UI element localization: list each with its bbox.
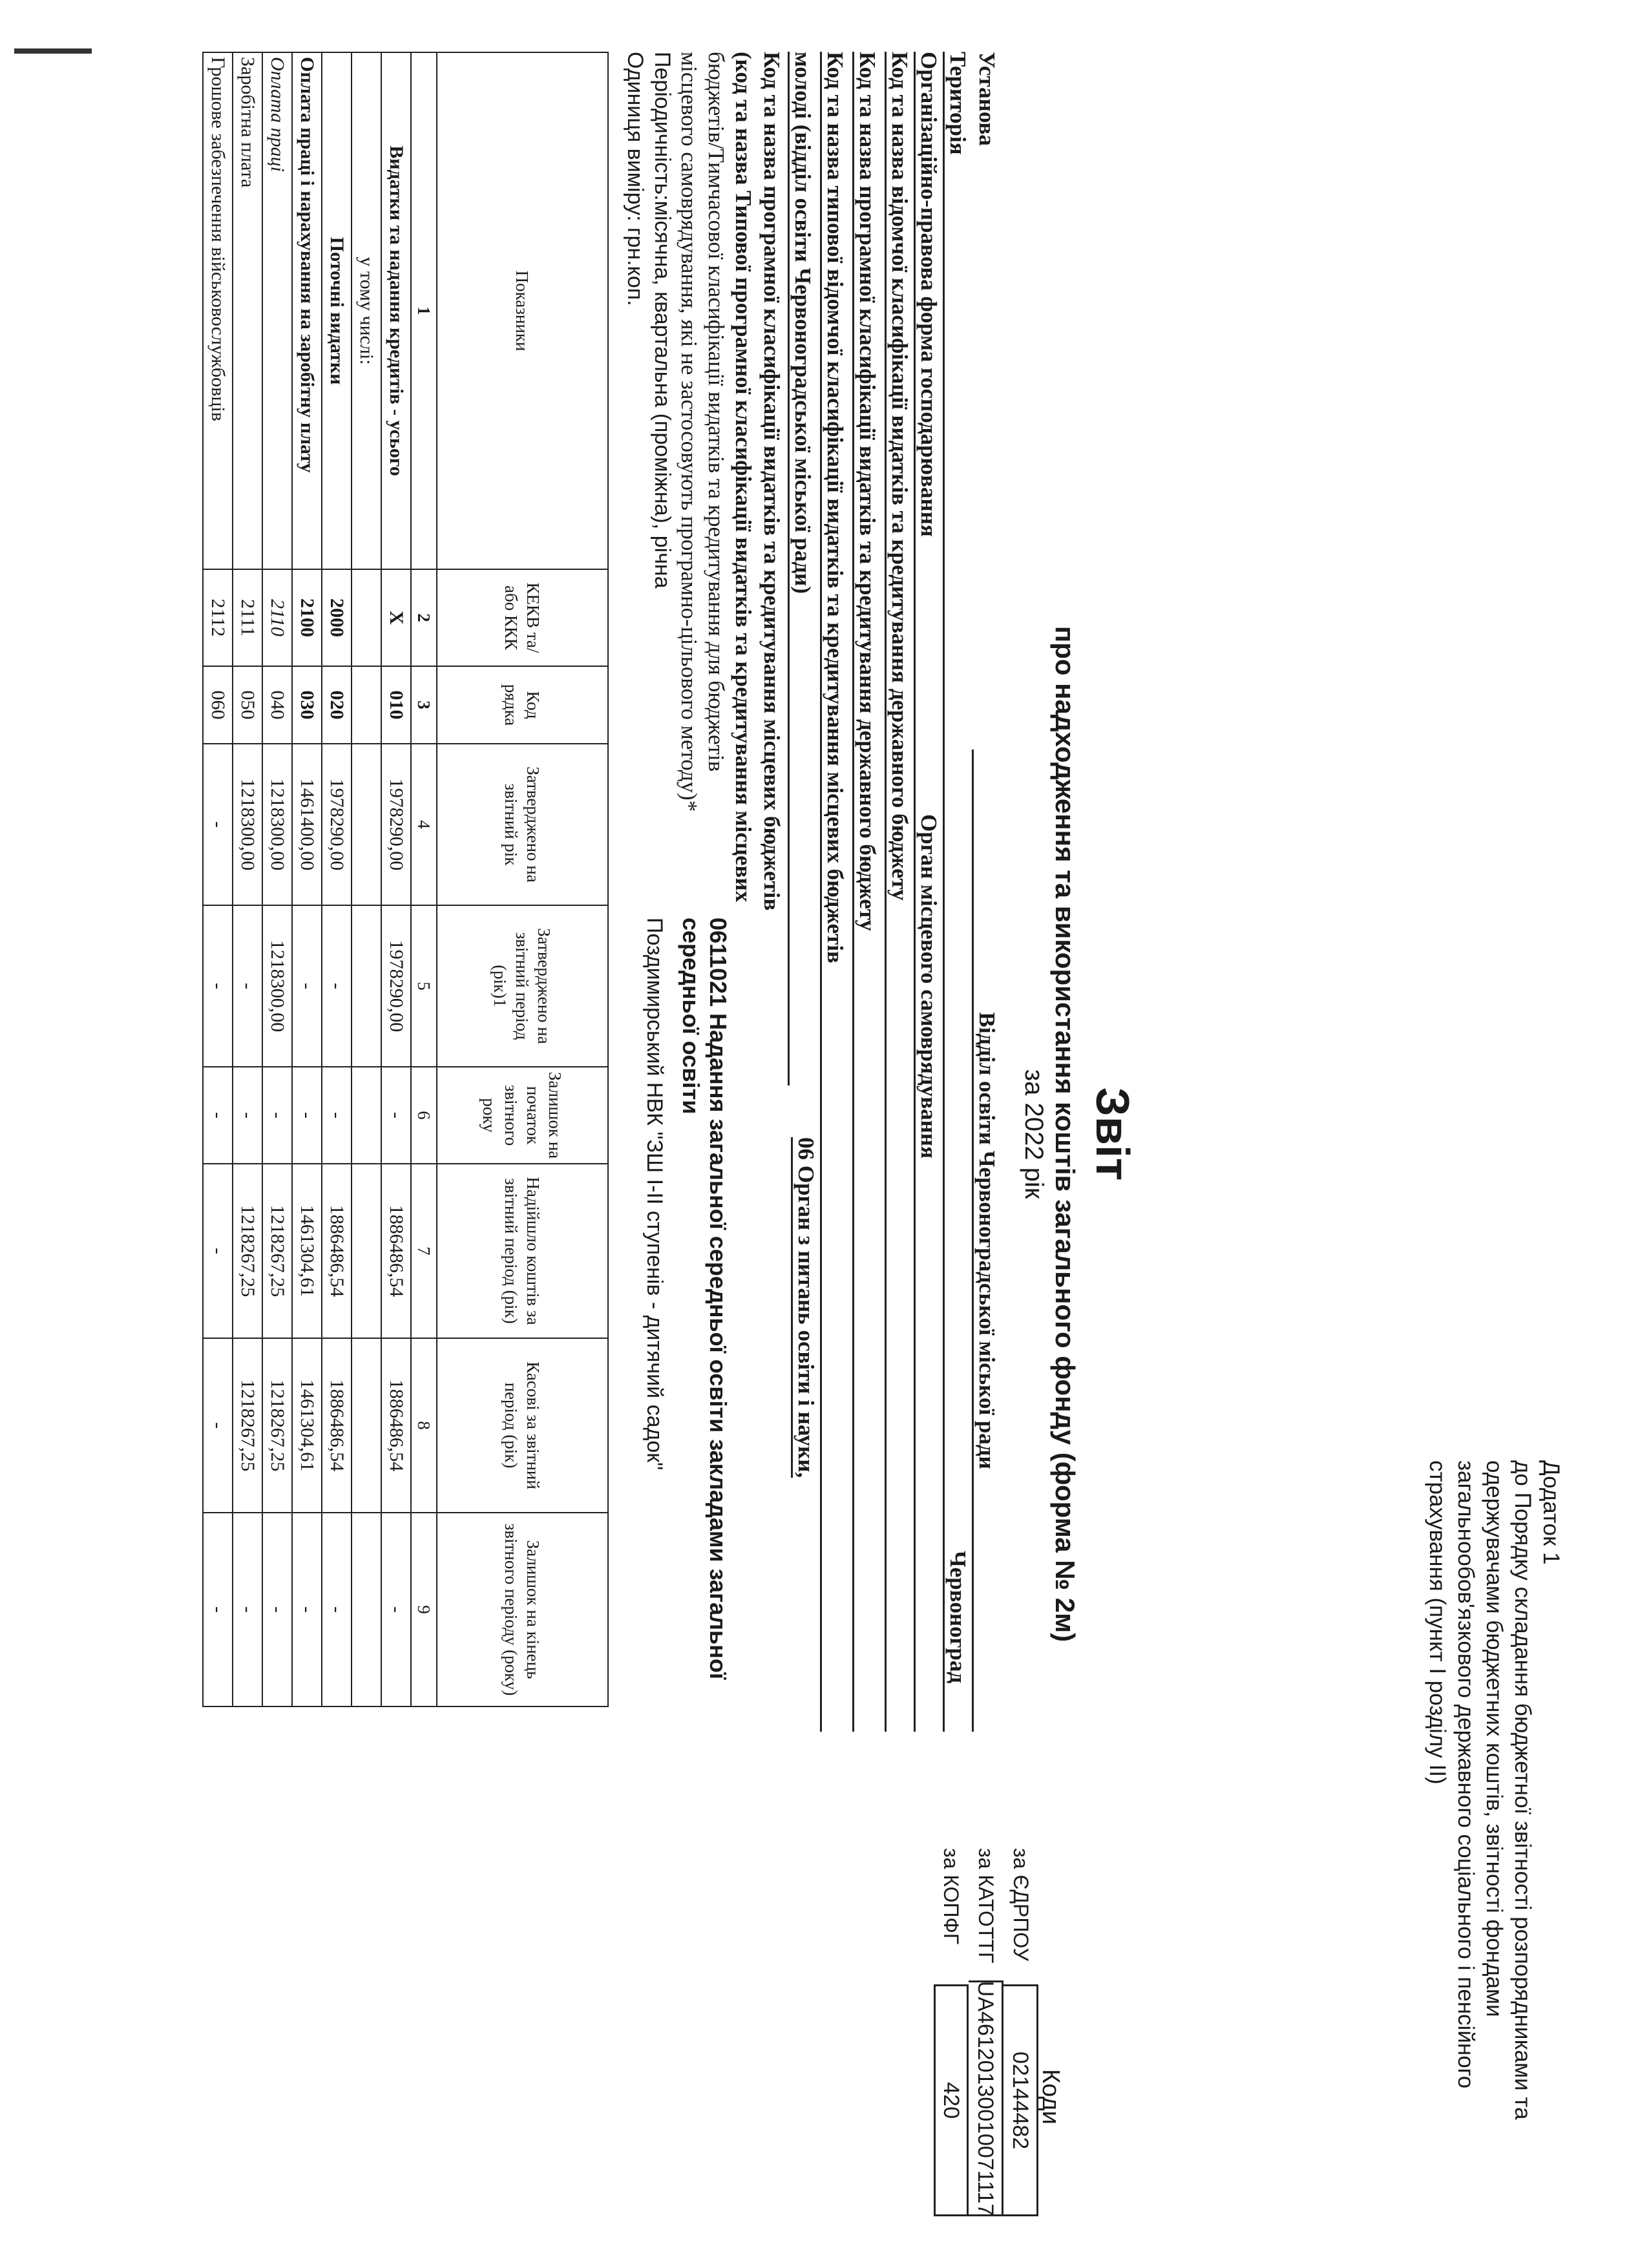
table-row [292,52,322,1706]
row-code: 030 [292,666,322,744]
row-value: - [203,1067,233,1164]
row-name: у тому числі: [352,52,381,569]
row-value: 1218300,00 [262,905,292,1067]
table-row [381,52,411,1706]
appendix-line: страхування (пункт І розділу ІІ) [1425,1460,1450,1785]
row-name: Заробітна плата [233,52,262,569]
report-table [202,52,609,1707]
row-value: - [322,1067,352,1164]
row-value [352,1513,381,1706]
table-row [203,52,233,1706]
col-number: 7 [411,1164,437,1338]
col-header: Залишок на кінець звітного періоду (року) [437,1513,608,1706]
code-value: 02144482 [1003,1984,1038,2216]
codes-title: Коди [1037,2069,1064,2125]
row-value: 1218267,25 [262,1164,292,1338]
col-header: КЕКВ та/або ККК [437,569,608,666]
row-name: Оплата праці і нарахування на заробітну плату [292,52,322,569]
row-value: 1886486,54 [381,1338,411,1513]
territory-label: Територія [943,52,971,1732]
institution-label: Установа [974,52,1000,146]
row-value [352,905,381,1067]
row-kekv: X [381,569,411,666]
scan-edge-mark [14,48,92,54]
table-row [322,52,352,1706]
dept-class-label: Код та назва відомчої класифікації видатків та кредитування державного бюджету [885,52,912,1732]
row-value: - [322,1513,352,1706]
table-row [262,52,292,1706]
row-name: Видатки та надання кредитів - усього [381,52,411,569]
appendix-line: одержувачами бюджетних коштів, звітності фондами [1482,1460,1507,2017]
table-row [352,52,381,1706]
code-label: за ЄДРПОУ [1009,1848,1033,1961]
row-value: 1978290,00 [322,744,352,905]
row-value: 1886486,54 [322,1164,352,1338]
unit-of-measure: Одиниця виміру: грн.коп. [623,52,647,306]
row-code: 010 [381,666,411,744]
col-header: Залишок на початок звітного року [437,1067,608,1164]
row-value: - [203,744,233,905]
row-value: 1886486,54 [381,1164,411,1338]
territory-value: Червоноград [945,1551,971,1684]
appendix-line: до Порядку складання бюджетної звітності розпорядниками та [1510,1460,1535,2120]
row-value: - [262,1067,292,1164]
col-number: 8 [411,1338,437,1513]
row-value: - [233,1513,262,1706]
school-name: Поздимирський НВК "ЗШ І-ІІ ступенів - дитячий садок" [642,918,667,1471]
code-row [934,1842,969,2216]
codes-box [934,1842,1038,2216]
local-prog-label: Код та назва програмної класифікації видатків та кредитування місцевих бюджетів [759,52,784,911]
row-code: 020 [322,666,352,744]
col-header: Затверджено на звітний рік [437,744,608,905]
org-form-label: Організаційно-правова форма господарювання [914,52,941,1732]
periodicity: Періодичність:місячна, квартальна (проміжна), річна [650,52,675,589]
code-row [969,1842,1003,2216]
col-header: Код рядка [437,666,608,744]
row-code [352,666,381,744]
row-kekv: 2111 [233,569,262,666]
row-value: 1978290,00 [381,744,411,905]
row-code: 060 [203,666,233,744]
row-value: 1218300,00 [262,744,292,905]
table-row [233,52,262,1706]
row-value: - [381,1067,411,1164]
appendix-line: загальнообов'язкового державного соціального і пенсійного [1453,1460,1478,2089]
row-value [352,1164,381,1338]
col-header: Показники [437,52,608,569]
row-value: - [203,1338,233,1513]
row-value: - [203,905,233,1067]
row-value: 1218267,25 [262,1338,292,1513]
row-name: Оплата праці [262,52,292,569]
report-subtitle: про надходження та використання коштів загального фонду (форма № 2м) [1050,625,1080,1643]
typical-class-continuation: молоді (відділ освіти Червоноградської міської ради) [788,52,815,1086]
row-value [352,1067,381,1164]
typical-class-label: Код та назва типової відомчої класифікації видатків та кредитування місцевих бюджетів [820,52,848,1732]
table-header-row [437,52,608,1706]
row-value: 1218300,00 [233,744,262,905]
row-value [352,744,381,905]
row-name: Грошове забезпечення військовослужбовців [203,52,233,569]
code-row [1003,1842,1038,2216]
row-name: Поточні видатки [322,52,352,569]
row-kekv: 2112 [203,569,233,666]
column-number-row [411,52,437,1706]
appendix-note [1423,1460,1565,2223]
tpkvk-label: (код та назва Типової програмної класифікації видатків та кредитування місцевих [731,52,756,903]
tpkvk-label: бюджетів/Тимчасової класифікації видатків та кредитування для бюджетів [704,52,729,772]
typical-class-value: 06 Орган з питань освіти і науки, [791,1137,819,1478]
col-number: 9 [411,1513,437,1706]
col-header: Надійшло коштів за звітний період (рік) [437,1164,608,1338]
row-value: - [322,905,352,1067]
code-value: UA46120130010071117 [969,1980,1003,2216]
row-value: - [292,1513,322,1706]
code-label: за КОПФГ [940,1848,963,1945]
code-label: за КАТОТТГ [974,1848,998,1964]
report-period: за 2022 рік [1020,1069,1048,1199]
row-value: - [233,1067,262,1164]
row-value: - [233,905,262,1067]
row-value: 1461304,61 [292,1338,322,1513]
col-number: 4 [411,744,437,905]
col-number: 5 [411,905,437,1067]
row-value: - [381,1513,411,1706]
row-value [352,1338,381,1513]
tpkvk-value: 0611021 Надання загальної середньої освіти закладами загальної [705,918,731,1679]
col-header: Касові за звітний період (рік) [437,1338,608,1513]
col-number: 2 [411,569,437,666]
tpkvk-label: місцевого самоврядування, які не застосовують програмно-цільового методу)* [677,52,702,812]
row-code: 040 [262,666,292,744]
col-number: 1 [411,52,437,569]
row-value: 1461400,00 [292,744,322,905]
row-value: 1218267,25 [233,1338,262,1513]
code-value: 420 [934,1984,969,2216]
org-form-value: Орган місцевого самоврядування [916,814,941,1159]
report-title: Звіт [1086,1087,1138,1181]
row-value: - [203,1164,233,1338]
institution-value: Відділ освіти Червоноградської міської ради [972,750,1000,1732]
row-code: 050 [233,666,262,744]
row-kekv: 2100 [292,569,322,666]
col-header: Затверджено на звітний період (рік)1 [437,905,608,1067]
col-number: 6 [411,1067,437,1164]
row-kekv: 2110 [262,569,292,666]
row-value: - [292,1067,322,1164]
row-kekv [352,569,381,666]
prog-class-label: Код та назва програмної класифікації видатків та кредитування державного бюджету [852,52,880,1732]
row-kekv: 2000 [322,569,352,666]
row-value: - [203,1513,233,1706]
row-value: - [292,905,322,1067]
appendix-line: Додаток 1 [1539,1460,1564,1565]
row-value: 1886486,54 [322,1338,352,1513]
row-value: 1978290,00 [381,905,411,1067]
row-value: 1218267,25 [233,1164,262,1338]
row-value: 1461304,61 [292,1164,322,1338]
col-number: 3 [411,666,437,744]
tpkvk-value: середньої освіти [678,918,704,1115]
row-value: - [262,1513,292,1706]
